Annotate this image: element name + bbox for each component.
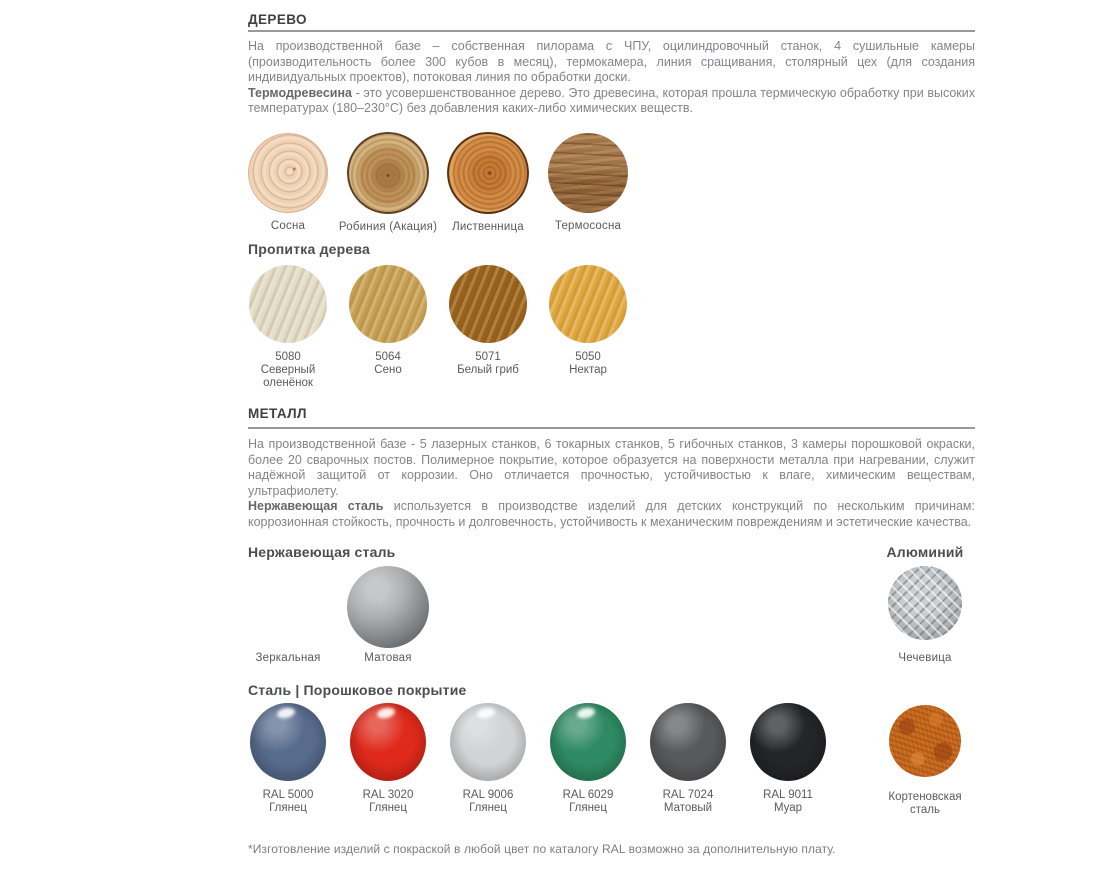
aluminum-swatch — [875, 566, 975, 665]
metal-description — [248, 437, 975, 530]
impregnation-title: Пропитка дерева — [248, 241, 370, 257]
aluminum-swatch-image — [888, 566, 962, 640]
ral-footnote: *Изготовление изделий с покраской в любой цвет по каталогу RAL возможно за дополнительную плату. — [248, 842, 836, 856]
powder-code: RAL 9011 — [763, 789, 813, 801]
impregnation-code: 5071 — [475, 351, 501, 363]
wood-intro-text: На производственной базе – собственная пилорама с ЧПУ, оцилиндровочный станок, 4 сушильные камеры (производительность более 300 кубов в месяц), термокамера, линия сращивания, столярный цех (для создания индивидуальных проектов), потоковая линия по обработки доски. — [248, 39, 975, 84]
impregnation-swatch-image — [349, 265, 427, 343]
corten-swatch-image — [889, 705, 961, 777]
matte-steel-ball — [347, 566, 429, 648]
metal-intro-paragraph — [248, 437, 975, 499]
impregnation-name: Белый гриб — [457, 364, 519, 376]
thermopine-label: Термососна — [554, 220, 622, 232]
wood-description — [248, 39, 975, 117]
powder-swatch — [638, 703, 738, 815]
stainless-term: Нержавеющая сталь — [248, 499, 384, 513]
impregnation-swatch — [438, 265, 538, 390]
impregnation-swatch-image — [549, 265, 627, 343]
powder-ball-ral9011 — [750, 703, 826, 781]
powder-ball-ral5000 — [250, 703, 326, 781]
metal-intro-text: На производственной базе - 5 лазерных станков, 6 токарных станков, 5 гибочных станков, 3 камеры порошковой окраски, более 20 сварочных постов. Полимерное покрытие, которое образуется на поверхности металла при нагревании, служит надёжной защитой от коррозии. Оно отличается прочностью, устойчивостью к влаге, химическим веществам, ультрафиолету. — [248, 437, 975, 498]
impregnation-code: 5080 — [275, 351, 301, 363]
corten-swatch — [875, 705, 975, 817]
stainless-title: Нержавеющая сталь — [248, 544, 396, 560]
wood-thermo-paragraph — [248, 86, 975, 117]
impregnation-code: 5064 — [375, 351, 401, 363]
stainless-swatch-mirror — [238, 563, 338, 665]
impregnation-name: Северный оленёнок — [260, 364, 316, 389]
impregnation-swatch-image — [449, 265, 527, 343]
impregnation-name: Нектар — [569, 364, 607, 376]
powder-finish: Глянец — [469, 802, 507, 814]
larch-label: Лиственница — [452, 221, 524, 233]
wood-swatch-pine — [238, 133, 338, 234]
wood-intro-paragraph — [248, 39, 975, 86]
powder-swatch — [738, 703, 838, 815]
pine-label: Сосна — [270, 220, 306, 232]
powder-code: RAL 6029 — [562, 789, 614, 801]
aluminum-finish-label: Чечевица — [898, 652, 952, 664]
powder-finish: Муар — [773, 802, 803, 814]
powder-swatch — [538, 703, 638, 815]
powder-swatch — [238, 703, 338, 815]
powder-swatch — [438, 703, 538, 815]
robinia-swatch-image — [347, 132, 429, 214]
wood-section-title: ДЕРЕВО — [248, 12, 307, 27]
stainless-text: используется в производстве изделий для детских конструкций по нескольким причинам: коррозионная стойкость, прочность и долговечность, устойчивость к механическим повреждениям и эстетические качества. — [248, 499, 975, 529]
thermo-text: - это усовершенствованное дерево. Это древесина, которая прошла термическую обработку при высоких температурах (180–230°С) без добавления каких-либо химических веществ. — [248, 85, 975, 115]
metal-section-title: МЕТАЛЛ — [248, 406, 307, 421]
mirror-label: Зеркальная — [255, 652, 321, 664]
stainless-swatch-matte — [338, 563, 438, 665]
section-divider — [248, 30, 975, 32]
impregnation-swatch-image — [249, 265, 327, 343]
powder-code: RAL 5000 — [262, 789, 314, 801]
metal-stainless-paragraph — [248, 499, 975, 530]
wood-species-row — [238, 133, 638, 234]
powder-ball-ral6029 — [550, 703, 626, 781]
impregnation-swatch — [238, 265, 338, 390]
larch-swatch-image — [447, 132, 529, 214]
matte-label: Матовая — [364, 652, 412, 664]
powder-code: RAL 7024 — [662, 789, 714, 801]
pine-swatch-image — [248, 133, 328, 213]
impregnation-swatch — [538, 265, 638, 390]
powder-finish: Глянец — [569, 802, 607, 814]
impregnation-code: 5050 — [575, 351, 601, 363]
corten-label: Кортеновская сталь — [888, 791, 962, 816]
stainless-row — [238, 563, 438, 665]
powder-row — [238, 703, 838, 815]
powder-ball-ral3020 — [350, 703, 426, 781]
powder-finish: Глянец — [269, 802, 307, 814]
powder-title: Сталь | Порошковое покрытие — [248, 682, 467, 698]
wood-swatch-larch — [438, 133, 538, 234]
thermo-term: Термодревесина — [248, 85, 352, 100]
aluminum-title: Алюминий — [886, 544, 964, 560]
mirror-steel-ball — [248, 563, 328, 643]
wood-swatch-robinia — [338, 133, 438, 234]
powder-finish: Глянец — [369, 802, 407, 814]
impregnation-name: Сено — [374, 364, 402, 376]
section-divider — [248, 427, 975, 429]
robinia-label: Робиния (Акация) — [338, 221, 438, 233]
powder-code: RAL 3020 — [362, 789, 414, 801]
powder-swatch — [338, 703, 438, 815]
powder-code: RAL 9006 — [462, 789, 514, 801]
wood-swatch-thermopine — [538, 133, 638, 234]
powder-ball-ral7024 — [650, 703, 726, 781]
powder-ball-ral9006 — [450, 703, 526, 781]
powder-finish: Матовый — [663, 802, 713, 814]
impregnation-row — [238, 265, 638, 390]
impregnation-swatch — [338, 265, 438, 390]
thermopine-swatch-image — [548, 133, 628, 213]
